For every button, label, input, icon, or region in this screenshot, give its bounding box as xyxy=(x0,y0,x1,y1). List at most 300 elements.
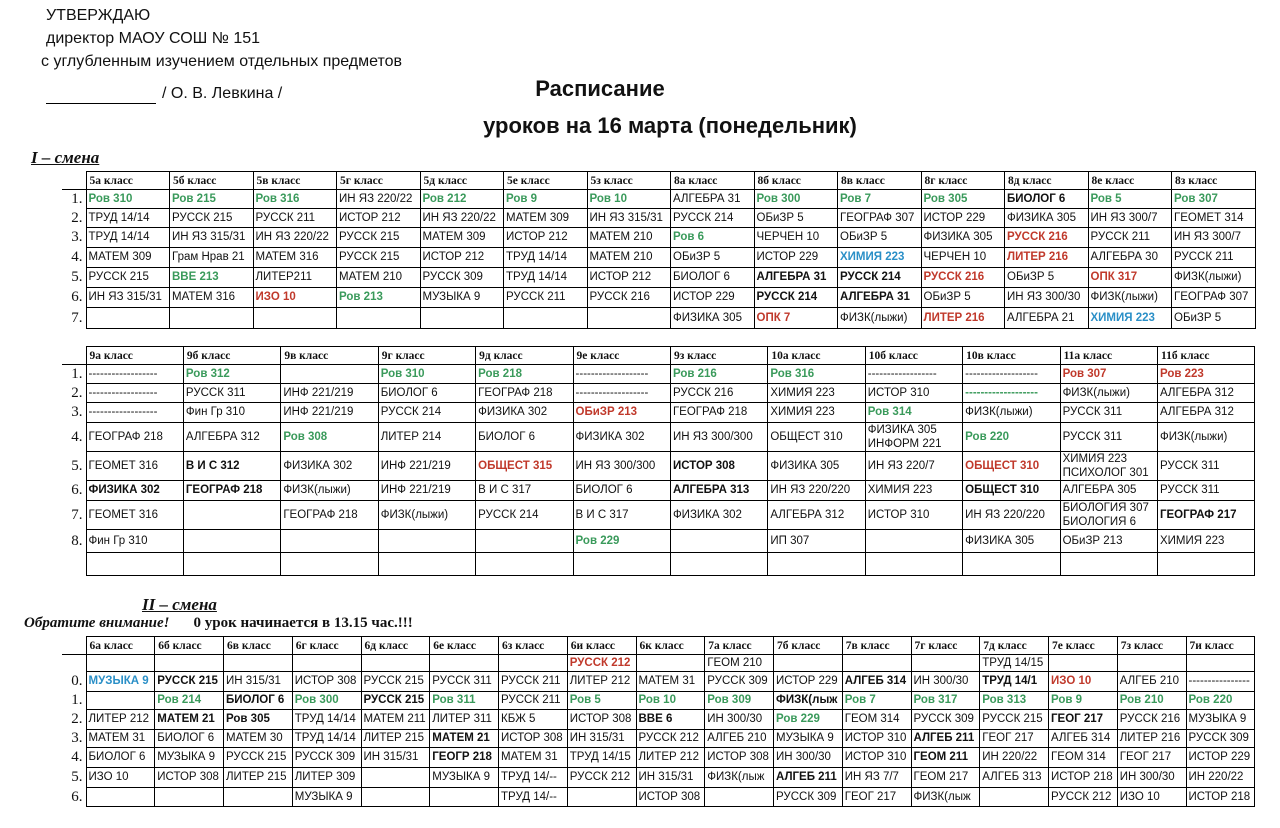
lesson-cell: Ров 213 xyxy=(337,288,421,308)
lesson-cell: Ров 310 xyxy=(86,190,170,209)
lesson-cell: БИОЛОГ 6 xyxy=(378,384,475,403)
lesson-cell: АЛГЕБРА 31 xyxy=(838,288,922,308)
lesson-cell: АЛГЕБРА 312 xyxy=(1157,384,1254,403)
lesson-cell: ИСТОР 229 xyxy=(774,672,843,692)
class-header: 5б класс xyxy=(170,172,254,190)
lesson-cell: ОПК 317 xyxy=(1088,268,1172,288)
lesson-cell: ОБиЗР 5 xyxy=(838,228,922,248)
lesson-cell: МУЗЫКА 9 xyxy=(155,748,224,768)
lesson-cell: ГЕОГРАФ 218 xyxy=(281,501,378,530)
lesson-cell: БИОЛОГ 6 xyxy=(1005,190,1089,209)
lesson-row xyxy=(62,481,1255,501)
lesson-cell: ГЕОМ 210 xyxy=(705,655,774,672)
lesson-cell: ТРУД 14/14 xyxy=(504,248,588,268)
lesson-cell: ------------------ xyxy=(865,365,962,384)
lesson-cell: БИОЛОГ 6 xyxy=(671,268,755,288)
class-header: 6г класс xyxy=(292,637,361,655)
lesson-cell: ТРУД 14/14 xyxy=(86,228,170,248)
class-header: 8г класс xyxy=(921,172,1005,190)
lesson-cell: Фин Гр 310 xyxy=(86,530,183,553)
lesson-cell: ИСТОР 308 xyxy=(636,788,705,807)
lesson-cell: ИСТОР 308 xyxy=(292,672,361,692)
lesson-cell: Ров 5 xyxy=(1088,190,1172,209)
lesson-cell xyxy=(337,308,421,329)
lesson-cell: ИСТОР 308 xyxy=(155,768,224,788)
lesson-cell: ФИЗИКА 305 xyxy=(768,452,865,481)
lesson-cell xyxy=(183,501,280,530)
lesson-cell: АЛГЕБ 211 xyxy=(774,768,843,788)
lesson-cell: ФИЗК(лыжи) xyxy=(1172,268,1256,288)
lesson-cell: РУССК 311 xyxy=(1060,423,1157,452)
lesson-number: 2. xyxy=(62,384,86,403)
lesson-cell: АЛГЕБ 210 xyxy=(1117,672,1186,692)
lesson-cell: ИСТОР 310 xyxy=(865,384,962,403)
lesson-cell: РУССК 216 xyxy=(670,384,767,403)
lesson-cell: ГЕОМ 314 xyxy=(842,710,911,730)
lesson-number: 5. xyxy=(62,768,86,788)
lesson-cell: РУССК 309 xyxy=(420,268,504,288)
lesson-cell: Ров 214 xyxy=(155,692,224,710)
lesson-cell: МАТЕМ 31 xyxy=(86,730,155,748)
row-number-header xyxy=(62,347,86,365)
lesson-cell: Ров 6 xyxy=(671,228,755,248)
lesson-cell: РУССК 215 xyxy=(337,248,421,268)
lesson-cell: МУЗЫКА 9 xyxy=(292,788,361,807)
lesson-cell: ГЕОМЕТ 314 xyxy=(1172,209,1256,228)
lesson-cell: РУССК 311 xyxy=(1157,481,1254,501)
lesson-cell: ЛИТЕР 214 xyxy=(378,423,475,452)
class-header: 6б класс xyxy=(155,637,224,655)
lesson-cell: ФИЗК(лыж xyxy=(705,768,774,788)
lesson-cell: ИН ЯЗ 220/220 xyxy=(768,481,865,501)
class-header: 9б класс xyxy=(183,347,280,365)
lesson-row xyxy=(62,248,1255,268)
lesson-cell: ------------------- xyxy=(963,384,1060,403)
lesson-cell: ФИЗК(лыжи) xyxy=(963,403,1060,423)
lesson-cell: ЛИТЕР 311 xyxy=(430,710,499,730)
lesson-cell xyxy=(86,788,155,807)
class-header: 9а класс xyxy=(86,347,183,365)
lesson-row xyxy=(62,692,1255,710)
lesson-cell xyxy=(292,655,361,672)
lesson-cell: ИСТОР 218 xyxy=(1186,788,1255,807)
lesson-cell: Грам Нрав 21 xyxy=(170,248,254,268)
class-header: 5а класс xyxy=(86,172,170,190)
lesson-cell: ГЕОГРАФ 218 xyxy=(476,384,573,403)
lesson-cell: ГЕОГ 217 xyxy=(980,730,1049,748)
lesson-cell: ГЕОГРАФ 217 xyxy=(1157,501,1254,530)
lesson-cell: ------------------ xyxy=(86,365,183,384)
lesson-number xyxy=(62,655,86,672)
schedule-table-grades-5-8 xyxy=(62,171,1256,329)
lesson-cell: ИП 307 xyxy=(768,530,865,553)
class-header: 9з класс xyxy=(670,347,767,365)
lesson-cell xyxy=(636,655,705,672)
lesson-cell: ХИМИЯ 223 xyxy=(768,384,865,403)
lesson-cell: В И С 312 xyxy=(183,452,280,481)
class-header: 5в класс xyxy=(253,172,337,190)
lesson-cell: ФИЗК(лыж xyxy=(774,692,843,710)
lesson-cell: ГЕОМ 211 xyxy=(911,748,980,768)
lesson-number: 3. xyxy=(62,730,86,748)
lesson-cell: Ров 310 xyxy=(378,365,475,384)
lesson-cell: РУССК 215 xyxy=(86,268,170,288)
lesson-number: 0. xyxy=(62,672,86,692)
lesson-cell: АЛГЕБ 314 xyxy=(1049,730,1118,748)
lesson-cell: Ров 316 xyxy=(768,365,865,384)
lesson-cell: МАТЕМ 316 xyxy=(170,288,254,308)
lesson-cell: Ров 300 xyxy=(292,692,361,710)
lesson-cell: МАТЕМ 309 xyxy=(86,248,170,268)
lesson-cell xyxy=(573,553,670,576)
lesson-cell xyxy=(224,655,293,672)
lesson-cell: ИСТОР 308 xyxy=(705,748,774,768)
lesson-number: 3. xyxy=(62,228,86,248)
lesson-cell: ГЕОГ 217 xyxy=(1049,710,1118,730)
row-number-header xyxy=(62,637,86,655)
lesson-cell: ГЕОМЕТ 316 xyxy=(86,452,183,481)
lesson-cell xyxy=(476,553,573,576)
lesson-cell: АЛГЕБ 210 xyxy=(705,730,774,748)
class-header: 7а класс xyxy=(705,637,774,655)
lesson-cell: ИН ЯЗ 220/7 xyxy=(865,452,962,481)
lesson-cell: РУССК 216 xyxy=(921,268,1005,288)
lesson-cell: ОБиЗР 5 xyxy=(754,209,838,228)
lesson-cell: АЛГЕБ 314 xyxy=(842,672,911,692)
lesson-cell xyxy=(183,553,280,576)
lesson-cell: ФИЗИКА 305 xyxy=(671,308,755,329)
lesson-cell: ГЕОМЕТ 316 xyxy=(86,501,183,530)
lesson-cell: ТРУД 14/14 xyxy=(292,710,361,730)
lesson-cell: АЛГЕБ 313 xyxy=(980,768,1049,788)
lesson-cell: БИОЛОГ 6 xyxy=(155,730,224,748)
lesson-cell: Ров 311 xyxy=(430,692,499,710)
lesson-cell: ИСТОР 229 xyxy=(671,288,755,308)
class-header: 5д класс xyxy=(420,172,504,190)
lesson-cell: ФИЗИКА 302 xyxy=(281,452,378,481)
lesson-cell: ЛИТЕР 215 xyxy=(361,730,430,748)
class-header: 7и класс xyxy=(1186,637,1255,655)
lesson-cell xyxy=(911,655,980,672)
class-header: 10в класс xyxy=(963,347,1060,365)
class-header: 7з класс xyxy=(1117,637,1186,655)
lesson-cell: МАТЕМ 21 xyxy=(430,730,499,748)
lesson-cell: Ров 216 xyxy=(670,365,767,384)
lesson-cell xyxy=(499,655,568,672)
lesson-cell xyxy=(281,365,378,384)
director-name: / О. В. Левкина / xyxy=(162,85,283,102)
lesson-cell: ИН ЯЗ 300/300 xyxy=(670,423,767,452)
lesson-cell: МАТЕМ 211 xyxy=(361,710,430,730)
lesson-row xyxy=(62,384,1255,403)
class-header: 6е класс xyxy=(430,637,499,655)
lesson-cell xyxy=(155,655,224,672)
lesson-cell: ФИЗК(лыжи) xyxy=(1088,288,1172,308)
schedule-table-grades-9-11 xyxy=(62,346,1255,576)
lesson-cell: ОБиЗР 213 xyxy=(1060,530,1157,553)
lesson-row xyxy=(62,710,1255,730)
lesson-cell: ЛИТЕР211 xyxy=(253,268,337,288)
lesson-cell: МУЗЫКА 9 xyxy=(1186,710,1255,730)
lesson-cell: ИСТОР 212 xyxy=(587,268,671,288)
class-header: 5г класс xyxy=(337,172,421,190)
lesson-row xyxy=(62,748,1255,768)
lesson-cell xyxy=(420,308,504,329)
lesson-cell: МАТЕМ 309 xyxy=(504,209,588,228)
lesson-cell: РУССК 212 xyxy=(636,730,705,748)
class-header: 7е класс xyxy=(1049,637,1118,655)
lesson-number: 6. xyxy=(62,788,86,807)
lesson-cell: МАТЕМ 31 xyxy=(499,748,568,768)
lesson-cell: ИН ЯЗ 7/7 xyxy=(842,768,911,788)
lesson-cell: БИОЛОГИЯ 307 БИОЛОГИЯ 6 xyxy=(1060,501,1157,530)
lesson-cell xyxy=(281,530,378,553)
lesson-cell: Ров 5 xyxy=(567,692,636,710)
lesson-cell: ИН 315/31 xyxy=(567,730,636,748)
notice xyxy=(24,615,413,632)
lesson-cell: ИН 315/31 xyxy=(224,672,293,692)
lesson-cell: Ров 9 xyxy=(1049,692,1118,710)
lesson-cell: РУССК 211 xyxy=(1088,228,1172,248)
lesson-cell: РУССК 214 xyxy=(671,209,755,228)
lesson-cell: ГЕОГРАФ 307 xyxy=(838,209,922,228)
lesson-cell: ЛИТЕР 309 xyxy=(292,768,361,788)
class-header: 11а класс xyxy=(1060,347,1157,365)
lesson-cell: ЧЕРЧЕН 10 xyxy=(754,228,838,248)
lesson-cell: АЛГЕБРА 305 xyxy=(1060,481,1157,501)
class-header: 9д класс xyxy=(476,347,573,365)
lesson-cell xyxy=(170,308,254,329)
class-header: 10б класс xyxy=(865,347,962,365)
lesson-cell: ГЕОГРАФ 218 xyxy=(86,423,183,452)
lesson-cell: Ров 220 xyxy=(963,423,1060,452)
lesson-row xyxy=(62,228,1255,248)
lesson-cell: Ров 210 xyxy=(1117,692,1186,710)
lesson-cell: Ров 305 xyxy=(921,190,1005,209)
class-header: 7д класс xyxy=(980,637,1049,655)
lesson-row xyxy=(62,655,1255,672)
lesson-row xyxy=(62,365,1255,384)
lesson-cell: ИН ЯЗ 300/7 xyxy=(1172,228,1256,248)
lesson-cell: Ров 313 xyxy=(980,692,1049,710)
lesson-cell: В И С 317 xyxy=(573,501,670,530)
lesson-cell: Ров 9 xyxy=(504,190,588,209)
schedule-table-grades-6-7 xyxy=(62,636,1255,807)
lesson-cell: ТРУД 14/-- xyxy=(499,788,568,807)
lesson-cell: МАТЕМ 210 xyxy=(587,228,671,248)
lesson-cell: ФИЗК(лыжи) xyxy=(281,481,378,501)
lesson-cell: ИН ЯЗ 220/22 xyxy=(337,190,421,209)
lesson-cell: ------------------- xyxy=(573,365,670,384)
lesson-row xyxy=(62,190,1255,209)
lesson-cell: МУЗЫКА 9 xyxy=(420,288,504,308)
lesson-cell: ОБЩЕСТ 315 xyxy=(476,452,573,481)
class-header: 9г класс xyxy=(378,347,475,365)
lesson-cell: Ров 229 xyxy=(774,710,843,730)
class-header: 8д класс xyxy=(1005,172,1089,190)
lesson-cell: ТРУД 14/-- xyxy=(499,768,568,788)
class-header: 5з класс xyxy=(587,172,671,190)
lesson-cell: МУЗЫКА 9 xyxy=(430,768,499,788)
lesson-cell: ОБиЗР 5 xyxy=(1172,308,1256,329)
lesson-cell: ОБЩЕСТ 310 xyxy=(768,423,865,452)
lesson-number: 5. xyxy=(62,452,86,481)
lesson-cell xyxy=(705,788,774,807)
lesson-cell: РУССК 309 xyxy=(911,710,980,730)
lesson-number: 4. xyxy=(62,423,86,452)
page-title: Расписание xyxy=(535,76,665,101)
lesson-cell: Ров 10 xyxy=(636,692,705,710)
lesson-cell: Ров 212 xyxy=(420,190,504,209)
lesson-cell: Ров 314 xyxy=(865,403,962,423)
lesson-cell: РУССК 309 xyxy=(705,672,774,692)
lesson-cell: РУССК 309 xyxy=(292,748,361,768)
lesson-cell: МАТЕМ 30 xyxy=(224,730,293,748)
lesson-cell: ТРУД 14/15 xyxy=(980,655,1049,672)
lesson-cell: РУССК 215 xyxy=(170,209,254,228)
lesson-cell: АЛГЕБРА 312 xyxy=(768,501,865,530)
lesson-cell: ОБиЗР 5 xyxy=(921,288,1005,308)
lesson-cell: ИСТОР 308 xyxy=(670,452,767,481)
lesson-number: 7. xyxy=(62,308,86,329)
class-header: 5е класс xyxy=(504,172,588,190)
lesson-cell: Ров 309 xyxy=(705,692,774,710)
lesson-row xyxy=(62,423,1255,452)
class-header: 8в класс xyxy=(838,172,922,190)
lesson-number: 1. xyxy=(62,365,86,384)
lesson-cell: ФИЗК(лыжи) xyxy=(1157,423,1254,452)
class-header: 6з класс xyxy=(499,637,568,655)
lesson-cell: БИОЛОГ 6 xyxy=(224,692,293,710)
lesson-cell: АЛГЕБРА 31 xyxy=(671,190,755,209)
lesson-row xyxy=(62,403,1255,423)
lesson-row xyxy=(62,672,1255,692)
class-header: 10а класс xyxy=(768,347,865,365)
lesson-cell: РУССК 215 xyxy=(337,228,421,248)
lesson-cell xyxy=(86,308,170,329)
lesson-row xyxy=(62,788,1255,807)
lesson-cell: ИНФ 221/219 xyxy=(281,384,378,403)
lesson-cell: ИН 300/30 xyxy=(911,672,980,692)
lesson-cell: ГЕОГ 217 xyxy=(842,788,911,807)
lesson-cell: ОБЩЕСТ 310 xyxy=(963,481,1060,501)
lesson-cell: РУССК 211 xyxy=(253,209,337,228)
lesson-cell xyxy=(980,788,1049,807)
lesson-cell: ЛИТЕР 216 xyxy=(921,308,1005,329)
lesson-cell: АЛГЕБРА 313 xyxy=(670,481,767,501)
lesson-cell: ИН ЯЗ 300/7 xyxy=(1088,209,1172,228)
lesson-cell: ОБиЗР 5 xyxy=(671,248,755,268)
lesson-cell: ИСТОР 310 xyxy=(842,748,911,768)
lesson-cell: ИН ЯЗ 220/220 xyxy=(963,501,1060,530)
lesson-cell: РУССК 311 xyxy=(430,672,499,692)
lesson-cell: ОБиЗР 213 xyxy=(573,403,670,423)
lesson-cell: РУССК 215 xyxy=(155,672,224,692)
lesson-row xyxy=(62,308,1255,329)
lesson-row xyxy=(62,730,1255,748)
lesson-cell: ИН ЯЗ 315/31 xyxy=(587,209,671,228)
lesson-cell: ИСТОР 229 xyxy=(1186,748,1255,768)
class-header: 8е класс xyxy=(1088,172,1172,190)
lesson-cell: ГЕОГРАФ 218 xyxy=(670,403,767,423)
lesson-cell: Ров 307 xyxy=(1172,190,1256,209)
lesson-cell: АЛГЕБ 211 xyxy=(911,730,980,748)
lesson-number: 7. xyxy=(62,501,86,530)
row-number-header xyxy=(62,172,86,190)
lesson-cell: ЛИТЕР 212 xyxy=(567,672,636,692)
lesson-number: 5. xyxy=(62,268,86,288)
lesson-cell: ЛИТЕР 215 xyxy=(224,768,293,788)
class-header: 7в класс xyxy=(842,637,911,655)
lesson-number: 4. xyxy=(62,748,86,768)
lesson-cell: Ров 218 xyxy=(476,365,573,384)
signature-line xyxy=(46,84,282,104)
lesson-cell: МАТЕМ 316 xyxy=(253,248,337,268)
lesson-cell: ИЗО 10 xyxy=(86,768,155,788)
lesson-cell: Ров 308 xyxy=(281,423,378,452)
lesson-cell: ГЕОМ 217 xyxy=(911,768,980,788)
lesson-cell: ИН 315/31 xyxy=(636,768,705,788)
class-header: 6и класс xyxy=(567,637,636,655)
notice-text: 0 урок начинается в 13.15 час.!!! xyxy=(193,615,413,631)
lesson-cell: РУССК 216 xyxy=(1117,710,1186,730)
lesson-cell: ИНФ 221/219 xyxy=(378,481,475,501)
class-header: 8б класс xyxy=(754,172,838,190)
lesson-cell: Ров 316 xyxy=(253,190,337,209)
lesson-cell: ИСТОР 212 xyxy=(337,209,421,228)
lesson-cell: РУССК 212 xyxy=(567,655,636,672)
lesson-cell: АЛГЕБРА 31 xyxy=(754,268,838,288)
lesson-number: 2. xyxy=(62,209,86,228)
lesson-cell xyxy=(86,655,155,672)
class-header: 7б класс xyxy=(774,637,843,655)
lesson-cell: МАТЕМ 210 xyxy=(587,248,671,268)
lesson-cell xyxy=(963,553,1060,576)
lesson-row xyxy=(62,268,1255,288)
lesson-cell: ХИМИЯ 223 xyxy=(1088,308,1172,329)
lesson-cell: Ров 307 xyxy=(1060,365,1157,384)
lesson-cell: ХИМИЯ 223 xyxy=(1157,530,1254,553)
lesson-cell: МУЗЫКА 9 xyxy=(86,672,155,692)
lesson-cell: ФИЗК(лыжи) xyxy=(378,501,475,530)
lesson-cell: ОБиЗР 5 xyxy=(1005,268,1089,288)
lesson-cell xyxy=(1157,553,1254,576)
lesson-cell: РУССК 215 xyxy=(980,710,1049,730)
lesson-cell: ------------------- xyxy=(963,365,1060,384)
lesson-cell xyxy=(361,768,430,788)
lesson-cell: ВВЕ 6 xyxy=(636,710,705,730)
lesson-cell: ФИЗИКА 305 ИНФОРМ 221 xyxy=(865,423,962,452)
class-header: 6а класс xyxy=(86,637,155,655)
lesson-cell: РУССК 215 xyxy=(361,672,430,692)
lesson-cell xyxy=(86,553,183,576)
lesson-cell: РУССК 211 xyxy=(504,288,588,308)
lesson-cell: АЛГЕБРА 21 xyxy=(1005,308,1089,329)
lesson-cell xyxy=(378,530,475,553)
lesson-cell: Ров 312 xyxy=(183,365,280,384)
lesson-cell: ИН ЯЗ 300/30 xyxy=(1005,288,1089,308)
lesson-cell: РУССК 212 xyxy=(1049,788,1118,807)
lesson-cell xyxy=(361,788,430,807)
lesson-cell xyxy=(1049,655,1118,672)
lesson-number: 1. xyxy=(62,190,86,209)
lesson-cell xyxy=(253,308,337,329)
lesson-cell: ИН 315/31 xyxy=(361,748,430,768)
lesson-cell: ИСТОР 308 xyxy=(567,710,636,730)
lesson-cell: МАТЕМ 31 xyxy=(636,672,705,692)
lesson-cell xyxy=(86,692,155,710)
lesson-cell xyxy=(587,308,671,329)
